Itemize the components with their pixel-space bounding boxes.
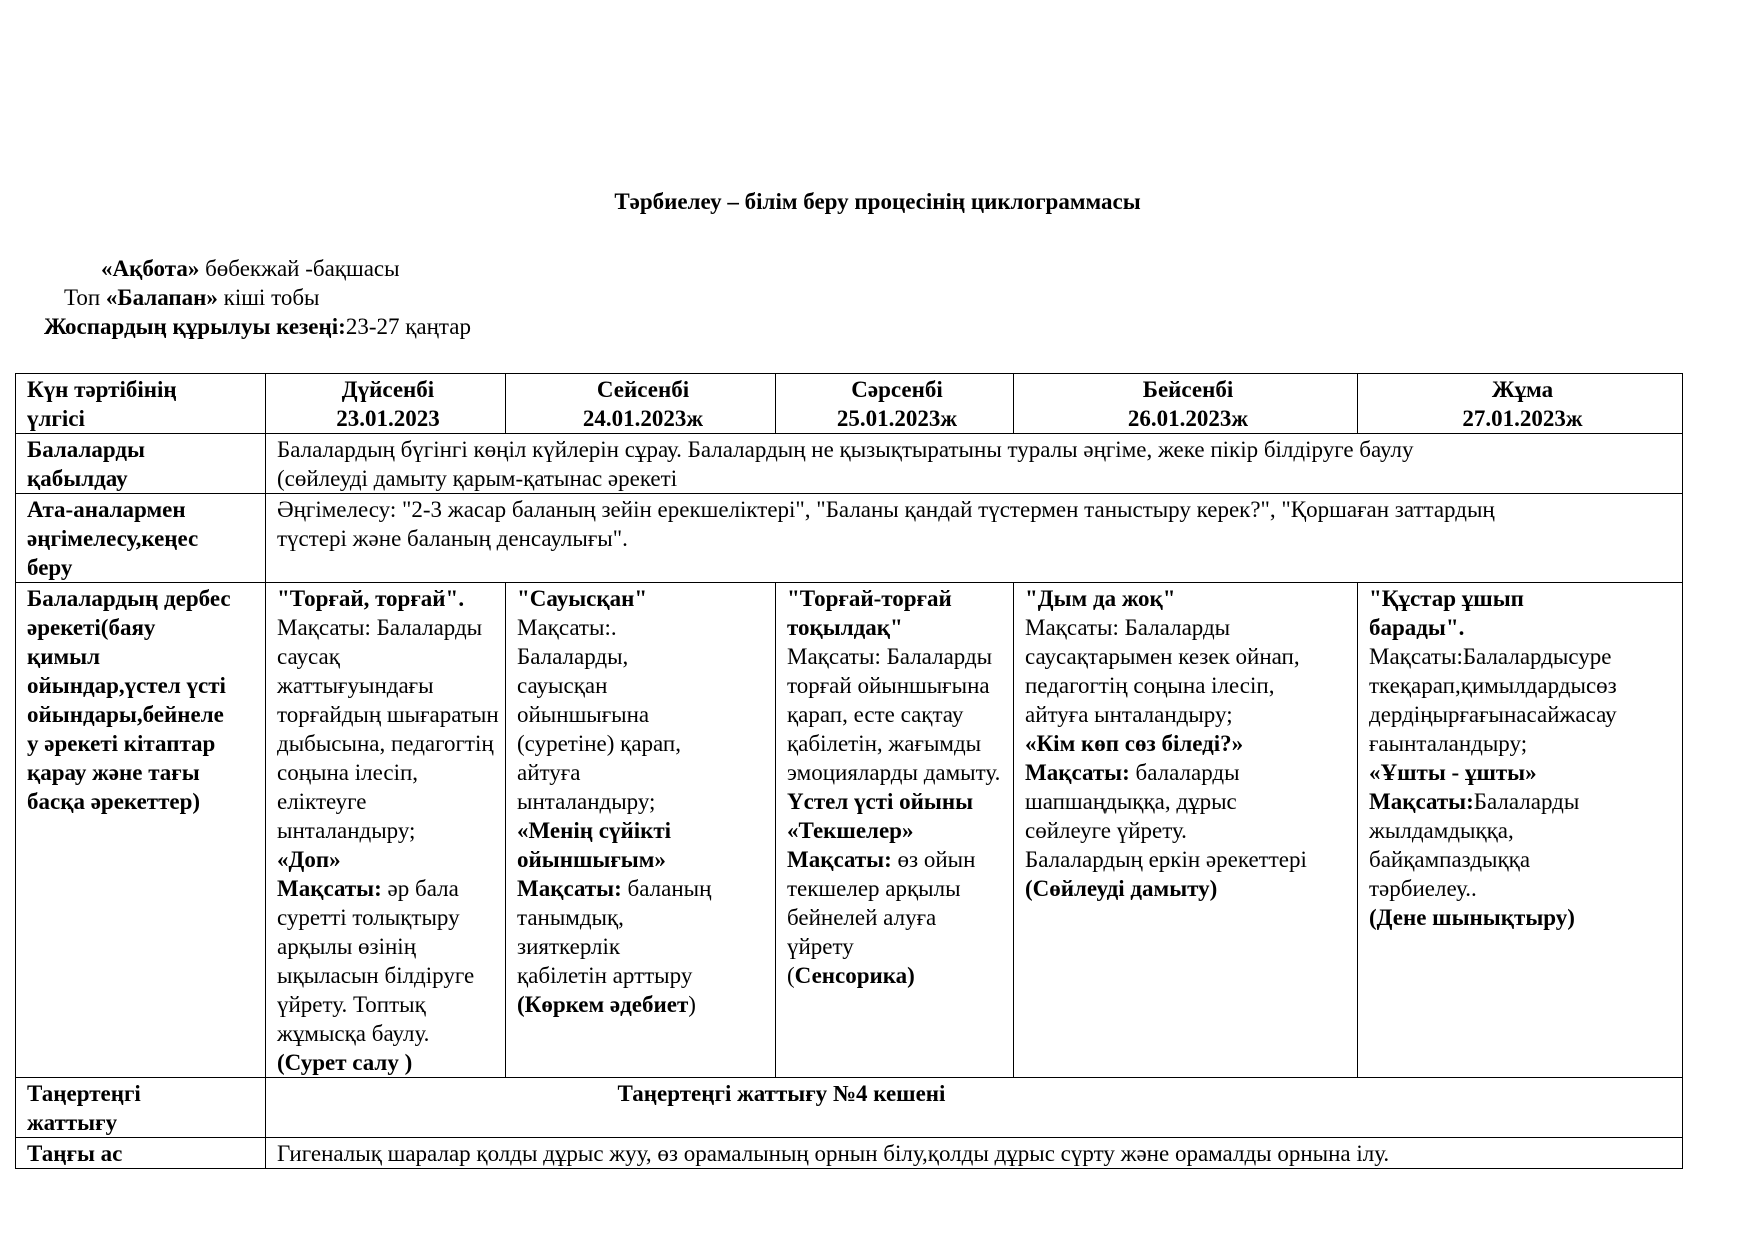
exercise-text: Таңертеңгі жаттығу №4 кешені: [617, 1081, 946, 1106]
activity-line: шапшаңдыққа, дұрыс: [1025, 789, 1237, 814]
activity-line: Балалардың еркін әрекеттері: [1025, 847, 1307, 872]
activity-line: Мақсаты: Балаларды: [1025, 615, 1231, 640]
row-label-line: жаттығу: [27, 1110, 118, 1135]
day-date: 25.01.2023ж: [836, 406, 958, 431]
header-routine-line: үлгісі: [27, 406, 85, 431]
activity-tuesday-cell: [506, 583, 776, 1078]
activity-line: Мақсаты: Балаларды: [277, 615, 483, 640]
row-label-line: у әрекеті кітаптар: [27, 731, 216, 756]
activity-line: ойыншығым»: [517, 847, 666, 872]
day-date: 23.01.2023: [336, 406, 440, 431]
row-label-line: ойындары,бейнеле: [27, 702, 224, 727]
row-label-line: әңгімелесу,кеңес: [27, 526, 199, 551]
activity-line: дердіңырғағынасайжасау: [1369, 702, 1617, 727]
activity-line: айтуға ынталандыру;: [1025, 702, 1233, 727]
activity-line: ынталандыру;: [517, 789, 656, 814]
activity-line: "Сауысқан": [517, 586, 648, 611]
activity-line: эмоцияларды дамыту.: [787, 760, 1001, 785]
reception-content-cell: [266, 434, 1683, 494]
activity-line: "Торғай-торғай: [787, 586, 952, 611]
activity-line: «Текшелер»: [787, 818, 914, 843]
activity-line: «Менің сүйікті: [517, 818, 672, 843]
group-line: [64, 283, 319, 312]
activity-label-cell: [16, 583, 266, 1078]
activity-line: тәрбиелеу..: [1369, 876, 1477, 901]
activity-line: Мақсаты: өз ойын: [787, 847, 976, 872]
row-label-line: Балаларды: [27, 437, 145, 462]
reception-row: [16, 434, 1683, 494]
activity-line: үйрету. Топтық: [277, 992, 426, 1017]
activity-line: Мақсаты: баланың: [517, 876, 712, 901]
activity-friday-cell: [1358, 583, 1683, 1078]
activity-row: [16, 583, 1683, 1078]
row-label-line: Ата-аналармен: [27, 497, 186, 522]
parents-content-cell: [266, 494, 1683, 583]
row-label-line: әрекеті(баяу: [27, 615, 156, 640]
group-name: «Балапан»: [105, 285, 218, 310]
activity-line: "Дым да жоқ": [1025, 586, 1176, 611]
exercise-content-cell: [266, 1078, 1683, 1138]
activity-line: байқампаздыққа: [1369, 847, 1531, 872]
schedule-table: [15, 373, 1683, 1169]
activity-line: жұмысқа баулу.: [277, 1021, 430, 1046]
activity-line: арқылы өзінің: [277, 934, 416, 959]
day-name: Дүйсенбі: [341, 377, 435, 402]
activity-line: педагогтің соңына ілесіп,: [1025, 673, 1275, 698]
activity-line: ткеқарап,қимылдардысөз: [1369, 673, 1617, 698]
header-row: [16, 374, 1683, 434]
breakfast-label-cell: [16, 1138, 266, 1169]
header-cell-thursday: [1014, 374, 1358, 434]
header-cell-wednesday: [776, 374, 1014, 434]
parents-row: [16, 494, 1683, 583]
breakfast-content-cell: [266, 1138, 1683, 1169]
period-line: [44, 312, 471, 341]
parents-label-cell: [16, 494, 266, 583]
activity-line: суретті толықтыру: [277, 905, 460, 930]
activity-line: (Сурет салу ): [277, 1050, 413, 1075]
activity-line: Балаларды,: [517, 644, 629, 669]
activity-line: қабілетін арттыру: [517, 963, 693, 988]
activity-line: Мақсаты: әр бала: [277, 876, 459, 901]
activity-line: Мақсаты:.: [517, 615, 617, 640]
activity-line: Үстел үсті ойыны: [787, 789, 974, 814]
day-date: 27.01.2023ж: [1462, 406, 1583, 431]
day-name: Жұма: [1491, 377, 1554, 402]
activity-line: Мақсаты: балаларды: [1025, 760, 1240, 785]
breakfast-text: Гигеналық шаралар қолды дұрыс жуу, өз орамалының орнын білу,қолды дұрыс сүрту және орамалды орнына ілу.: [277, 1141, 1390, 1166]
reception-label-cell: [16, 434, 266, 494]
exercise-row: [16, 1078, 1683, 1138]
activity-line: жылдамдыққа,: [1369, 818, 1514, 843]
activity-line: соңына ілесіп,: [277, 760, 419, 785]
activity-line: айтуға: [517, 760, 581, 785]
day-date: 26.01.2023ж: [1127, 406, 1249, 431]
activity-line: ғаынталандыру;: [1369, 731, 1528, 756]
day-name: Сәрсенбі: [851, 377, 943, 402]
group-prefix: Топ: [64, 285, 106, 310]
row-label-line: Таңғы ас: [27, 1141, 123, 1166]
activity-line: «Ұшты - ұшты»: [1369, 760, 1537, 785]
header-cell-monday: [266, 374, 506, 434]
reception-text-line: (сөйлеуді дамыту қарым-қатынас әрекеті: [277, 466, 678, 491]
kindergarten-line: [101, 254, 400, 283]
row-label-line: қимыл: [27, 644, 101, 669]
activity-line: текшелер арқылы: [787, 876, 961, 901]
activity-line: ойыншығына: [517, 702, 650, 727]
activity-line: "Құстар ұшып: [1369, 586, 1524, 611]
header-cell-routine: [16, 374, 266, 434]
day-date: 24.01.2023ж: [582, 406, 704, 431]
activity-thursday-cell: [1014, 583, 1358, 1078]
activity-line: сауысқан: [517, 673, 608, 698]
breakfast-row: [16, 1138, 1683, 1169]
activity-wednesday-cell: [776, 583, 1014, 1078]
activity-line: ынталандыру;: [277, 818, 416, 843]
day-name: Сейсенбі: [596, 377, 690, 402]
activity-line: (Сенсорика): [787, 963, 915, 988]
activity-line: саусақ жаттығуындағы: [277, 644, 434, 698]
activity-line: Мақсаты:Балаларды: [1369, 789, 1580, 814]
header-cell-tuesday: [506, 374, 776, 434]
kindergarten-suffix: бөбекжай -бақшасы: [199, 256, 400, 281]
activity-line: (суретіне) қарап,: [517, 731, 681, 756]
reception-text-line: Балалардың бүгінгі көңіл күйлерін сұрау. Балалардың не қызықтыратыны туралы әңгіме, жеке пікір білдіруге баулу: [277, 437, 1414, 462]
row-label-line: Таңертеңгі: [27, 1081, 141, 1106]
exercise-label-cell: [16, 1078, 266, 1138]
activity-line: барады".: [1369, 615, 1465, 640]
activity-line: саусақтарымен кезек ойнап,: [1025, 644, 1300, 669]
activity-line: қарап, есте сақтау: [787, 702, 964, 727]
activity-line: Мақсаты: Балаларды: [787, 644, 993, 669]
activity-line: торғайдың шығаратын: [277, 702, 499, 727]
row-label-line: беру: [27, 555, 73, 580]
activity-line: "Торғай, торғай".: [277, 586, 465, 611]
activity-line: танымдық,: [517, 905, 624, 930]
activity-line: бейнелей алуға үйрету: [787, 905, 937, 959]
activity-line: (Сөйлеуді дамыту): [1025, 876, 1218, 901]
activity-line: ықыласын білдіруге: [277, 963, 475, 988]
activity-line: Мақсаты:Балалардысуре: [1369, 644, 1612, 669]
activity-line: (Дене шынықтыру): [1369, 905, 1575, 930]
row-label-line: қабылдау: [27, 466, 128, 491]
activity-line: қабілетін, жағымды: [787, 731, 982, 756]
day-name: Бейсенбі: [1142, 377, 1234, 402]
period-label: Жоспардың құрылуы кезеңі:: [44, 314, 346, 339]
activity-line: «Доп»: [277, 847, 341, 872]
activity-line: (Көркем әдебиет): [517, 992, 696, 1017]
activity-monday-cell: [266, 583, 506, 1078]
row-label-line: басқа әрекеттер): [27, 789, 201, 814]
activity-line: тоқылдақ": [787, 615, 903, 640]
row-label-line: ойындар,үстел үсті: [27, 673, 226, 698]
group-suffix: кіші тобы: [217, 285, 320, 310]
activity-line: сөйлеуге үйрету.: [1025, 818, 1187, 843]
activity-line: еліктеуге: [277, 789, 367, 814]
row-label-line: қарау және тағы: [27, 760, 200, 785]
header-cell-friday: [1358, 374, 1683, 434]
document-title: Тәрбиелеу – білім беру процесінің циклограммасы: [614, 189, 1141, 214]
activity-line: «Кім көп сөз біледі?»: [1025, 731, 1244, 756]
parents-text-line: түстері және баланың денсаулығы".: [277, 526, 628, 551]
parents-text-line: Әңгімелесу: "2-3 жасар баланың зейін ерекшеліктері", "Баланы қандай түстермен таныстыру керек?", "Қоршаған заттардың: [277, 497, 1495, 522]
period-value: 23-27 қаңтар: [345, 314, 471, 339]
row-label-line: Балалардың дербес: [27, 586, 231, 611]
activity-line: зияткерлік: [517, 934, 621, 959]
kindergarten-name: «Ақбота»: [101, 256, 200, 281]
header-routine-line: Күн тәртібінің: [27, 377, 177, 402]
activity-line: торғай ойыншығына: [787, 673, 990, 698]
activity-line: дыбысына, педагогтің: [277, 731, 494, 756]
